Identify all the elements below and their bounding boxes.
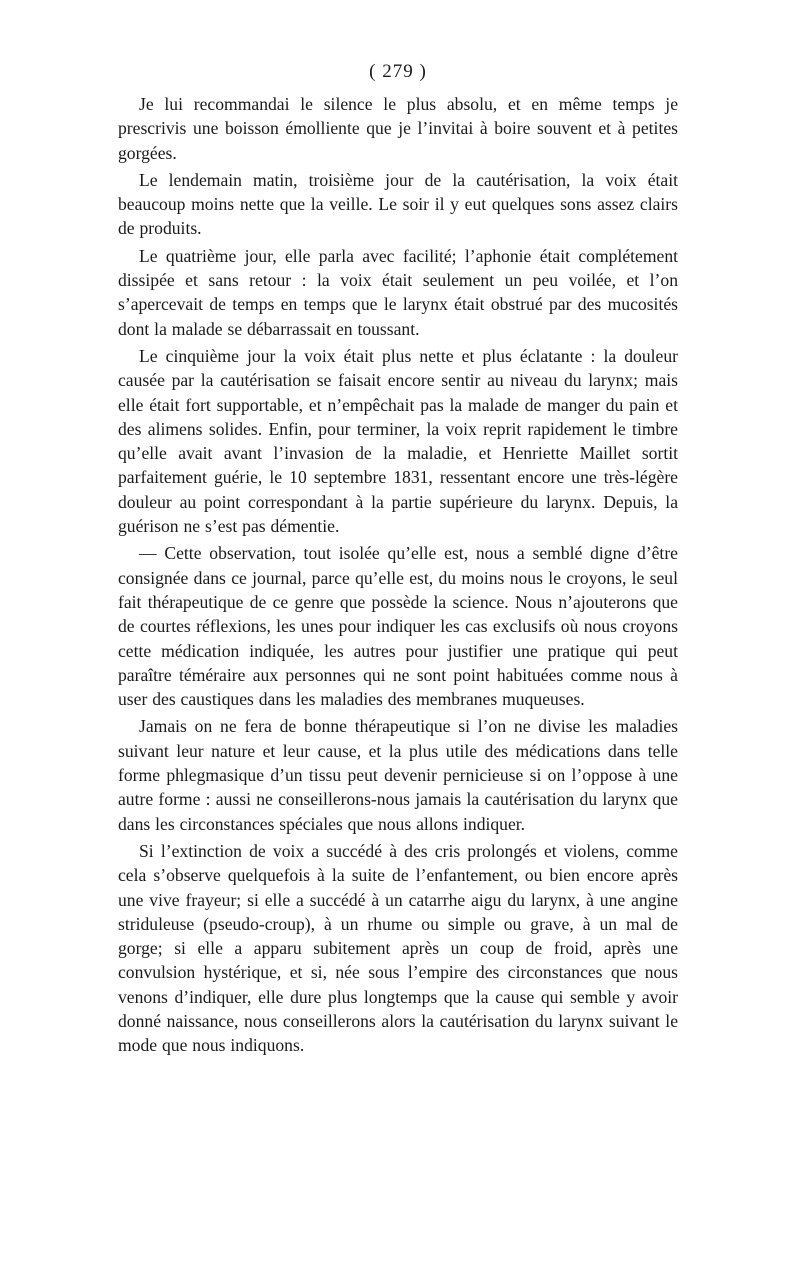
paragraph-4: Le cinquième jour la voix était plus nette et plus éclatante : la douleur causée par la cautérisation se faisait encore sentir au niveau du larynx; mais elle était fort supportable, et n’empêchait pas la malade de manger du pain et des alimens solides. Enfin, pour terminer, la voix reprit rapidement le timbre qu’elle avait avant l’invasion de la maladie, et Henriette Maillet sortit parfaitement guérie, le 10 septembre 1831, ressentant encore une très-légère douleur au point correspondant à la partie supérieure du larynx. Depuis, la guérison ne s’est pas démentie. [118,345,678,537]
paragraph-5: — Cette observation, tout isolée qu’elle est, nous a semblé digne d’être consignée dans ce journal, parce qu’elle est, du moins nous le croyons, le seul fait thérapeutique de ce genre que possède la science. Nous n’ajouterons que de courtes réflexions, les unes pour indiquer les cas exclusifs où nous croyons cette médication indiquée, les autres pour justifier une pratique qui peut paraître téméraire aux personnes qui ne sont point habituées comme nous à user des caustiques dans les maladies des membranes muqueuses. [118,543,678,710]
page-number: ( 279 ) [369,61,427,82]
paragraph-1: Je lui recommandai le silence le plus absolu, et en même temps je prescrivis une boisson émolliente que je l’invitai à boire souvent et à petites gorgées. [118,94,678,163]
book-page [118,60,678,1058]
paragraph-6: Jamais on ne fera de bonne thérapeutique si l’on ne divise les maladies suivant leur nature et leur cause, et la plus utile des médications dans telle forme phlegmasique d’un tissu peut devenir pernicieuse si on l’oppose à une autre forme : aussi ne conseillerons-nous jamais la cautérisation du larynx que dans les circonstances spéciales que nous allons indiquer. [118,716,678,834]
paragraph-3: Le quatrième jour, elle parla avec facilité; l’aphonie était complétement dissipée et sans retour : la voix était seulement un peu voilée, et l’on s’apercevait de temps en temps que le larynx était obstrué par des mucosités dont la malade se débarrassait en toussant. [118,245,678,339]
paragraph-7: Si l’extinction de voix a succédé à des cris prolongés et violens, comme cela s’observe quelquefois à la suite de l’enfantement, ou bien encore après une vive frayeur; si elle a succédé à un catarrhe aigu du larynx, à une angine striduleuse (pseudo-croup), à un rhume ou simple ou grave, à un mal de gorge; si elle a apparu subitement après un coup de froid, après une convulsion hystérique, et si, née sous l’empire des circonstances que nous venons d’indiquer, elle dure plus longtemps que la cause qui semble y avoir donné naissance, nous conseillerons alors la cautérisation du larynx suivant le mode que nous indiquons. [118,840,678,1056]
paragraph-2: Le lendemain matin, troisième jour de la cautérisation, la voix était beaucoup moins nette que la veille. Le soir il y eut quelques sons assez clairs de produits. [118,169,678,239]
